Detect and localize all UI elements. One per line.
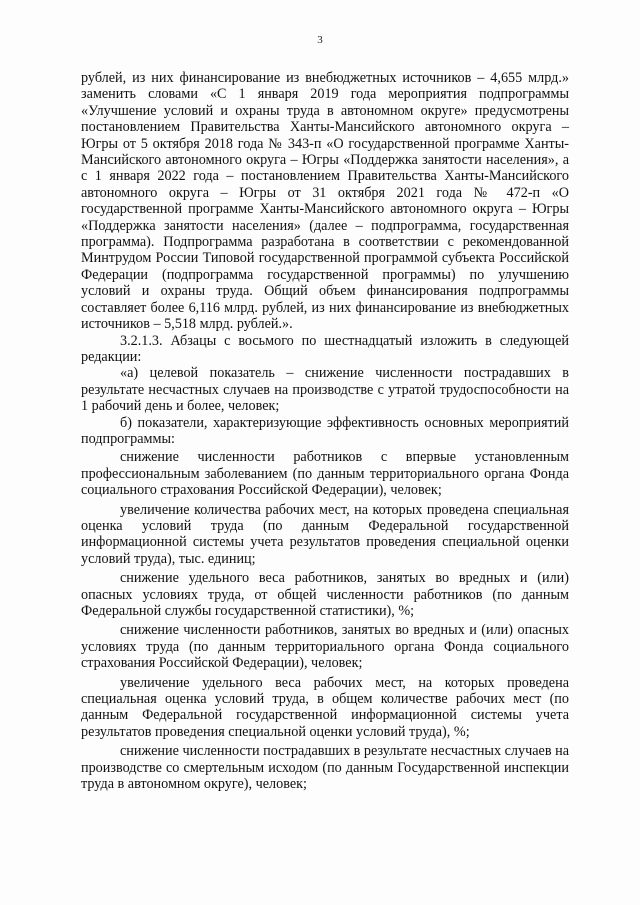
paragraph-continuation: рублей, из них финансирование из внебюджетных источников – 4,655 млрд.» заменить словами «С 1 января 2019 года мероприятия подпрограммы «Улучшение условий и охраны труда в автономном округе» предусмотрены постановлением Правительства Ханты-Мансийского автономного округа – Югры от 5 октября 2018 года № 343-п «О государственной программе Ханты-Мансийского автономного округа – Югры «Поддержка занятости населения», а с 1 января 2022 года – постановлением Правительства Ханты-Мансийского автономного округа – Югры от 31 октября 2021 года № 472-п «О государственной программе Ханты-Мансийского автономного округа – Югры «Поддержка занятости населения» (далее – подпрограмма, государственная программа). Подпрограмма разработана в соответствии с рекомендованной Минтрудом России Типовой государственной программой субъекта Российской Федерации (подпрограмма государственной программы) по улучшению условий и охраны труда. Общий объем финансирования подпрограммы составляет более 6,116 млрд. рублей, из них финансирование из внебюджетных источников – 5,518 млрд. рублей.». <box>81 70 569 333</box>
paragraph-indicators-intro: б) показатели, характеризующие эффективность основных мероприятий подпрограммы: <box>81 414 569 447</box>
page-number: 3 <box>317 34 323 46</box>
paragraph-indicator-hazardous-share: снижение удельного веса работников, занятых во вредных и (или) опасных условиях труда, от общей численности работников (по данным Федеральной службы государственной статистики), %; <box>81 570 569 619</box>
paragraph-indicator-workplaces-assessed: увеличение количества рабочих мест, на которых проведена специальная оценка условий труда (по данным Федеральной государственной информационной системы учета результатов проведения специальной оценки условий труда), тыс. единиц; <box>81 501 569 567</box>
paragraph-target-indicator: «а) целевой показатель – снижение численности пострадавших в результате несчастных случаев на производстве с утратой трудоспособности на 1 рабочий день и более, человек; <box>81 365 569 415</box>
paragraph-indicator-occupational-disease: снижение численности работников с впервые установленным профессиональным заболеванием (по данным территориального органа Фонда социального страхования Российской Федерации), человек; <box>81 449 569 499</box>
paragraph-indicator-fatal-accidents: снижение численности пострадавших в результате несчастных случаев на производстве со смертельным исходом (по данным Государственной инспекции труда в автономном округе), человек; <box>81 743 569 793</box>
paragraph-clause-3-2-1-3: 3.2.1.3. Абзацы с восьмого по шестнадцатый изложить в следующей редакции: <box>81 332 569 365</box>
paragraph-indicator-assessed-share: увеличение удельного веса рабочих мест, на которых проведена специальная оценка условий труда, в общем количестве рабочих мест (по данным Федеральной государственной информационной системы учета результатов проведения специальной оценки условий труда), %; <box>81 674 569 740</box>
document-body <box>81 70 569 792</box>
paragraph-indicator-hazardous-count: снижение численности работников, занятых во вредных и (или) опасных условиях труда (по данным территориального органа Фонда социального страхования Российской Федерации), человек; <box>81 622 569 672</box>
